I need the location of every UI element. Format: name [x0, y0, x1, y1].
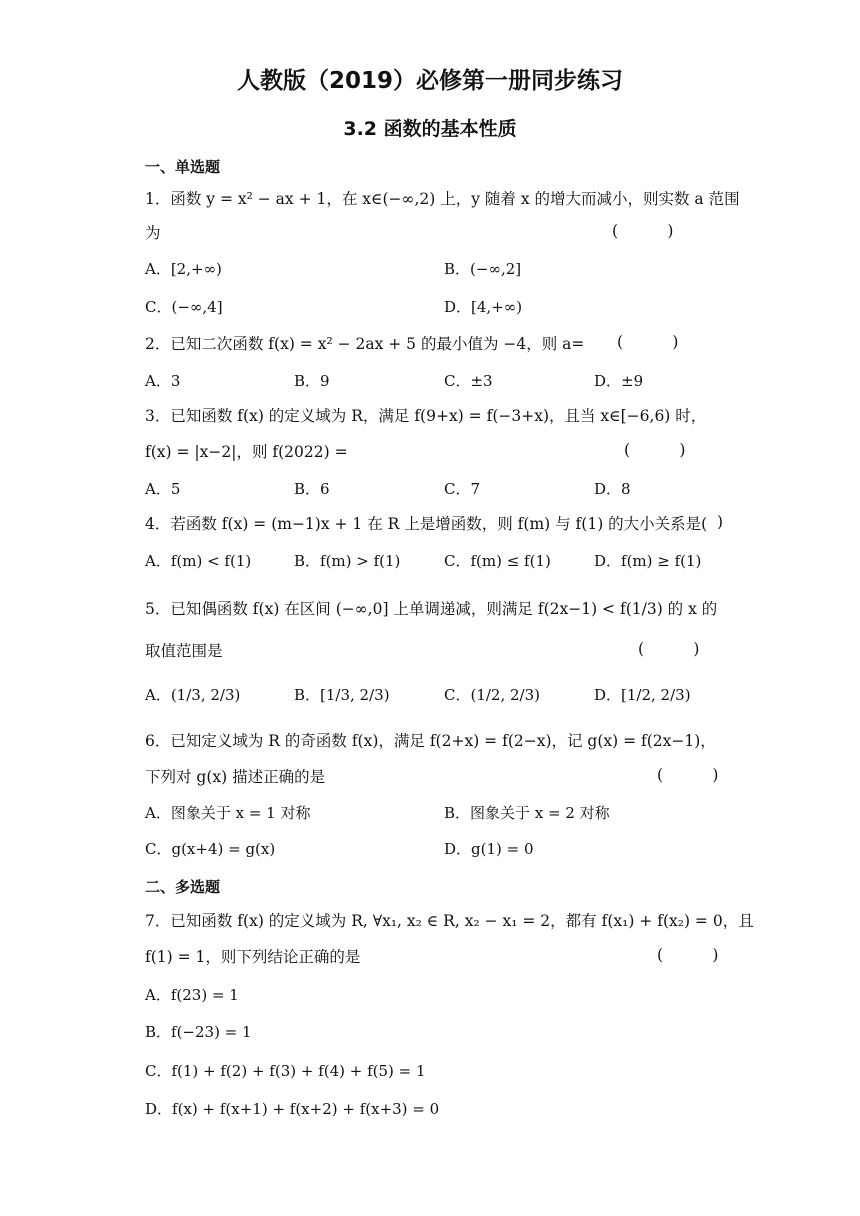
q6-line-2: 下列对 g(x) 描述正确的是 [145, 768, 326, 786]
q2-option-d: D．±9 [594, 372, 644, 390]
q2-line-1: 2．已知二次函数 f(x) = x² − 2ax + 5 的最小值为 −4，则 a= [145, 335, 585, 353]
q2-answer-paren: ( ) [617, 333, 679, 351]
q7-answer-paren: ( ) [657, 946, 719, 964]
q5-line-1: 5．已知偶函数 f(x) 在区间 (−∞,0] 上单调递减，则满足 f(2x−1) < f(1/3) 的 x 的 [145, 600, 718, 618]
q5-option-c: C．(1/2, 2/3) [444, 686, 540, 704]
q5-option-d: D．[1/2, 2/3) [594, 686, 691, 704]
q1-line-2: 为 [145, 224, 161, 242]
q4-line-1: 4．若函数 f(x) = (m−1)x + 1 在 R 上是增函数，则 f(m) 与 f(1) 的大小关系是( [145, 515, 708, 533]
q5-option-b: B．[1/3, 2/3) [294, 686, 390, 704]
q4-option-c: C．f(m) ≤ f(1) [444, 552, 551, 570]
q7-option-d: D．f(x) + f(x+1) + f(x+2) + f(x+3) = 0 [145, 1100, 440, 1118]
q5-option-a: A．(1/3, 2/3) [145, 686, 241, 704]
q1-line-1: 1．函数 y = x² − ax + 1，在 x∈(−∞,2) 上，y 随着 x 的增大而减小，则实数 a 范围 [145, 190, 740, 208]
document-title: 人教版（2019）必修第一册同步练习 [236, 68, 623, 94]
document-subtitle: 3.2 函数的基本性质 [343, 118, 517, 140]
q3-option-a: A．5 [145, 480, 181, 498]
q3-line-1: 3．已知函数 f(x) 的定义域为 R，满足 f(9+x) = f(−3+x)，且当 x∈[−6,6) 时， [145, 407, 707, 425]
q6-option-a: A．图象关于 x = 1 对称 [145, 804, 311, 822]
q6-option-d: D．g(1) = 0 [444, 840, 534, 858]
section-single-choice: 一、单选题 [145, 158, 221, 176]
q6-option-b: B．图象关于 x = 2 对称 [444, 804, 610, 822]
q7-line-1: 7．已知函数 f(x) 的定义域为 R, ∀x₁, x₂ ∈ R, x₂ − x₁ = 2，都有 f(x₁) + f(x₂) = 0，且 [145, 912, 754, 930]
q3-option-b: B．6 [294, 480, 330, 498]
q1-answer-paren: ( ) [612, 222, 674, 240]
q2-option-c: C．±3 [444, 372, 493, 390]
q5-line-2: 取值范围是 [145, 642, 223, 660]
q1-option-c: C．(−∞,4] [145, 298, 223, 316]
q7-option-a: A．f(23) = 1 [145, 986, 239, 1004]
q1-option-d: D．[4,+∞) [444, 298, 523, 316]
section-multiple-choice: 二、多选题 [145, 878, 221, 896]
q1-option-b: B．(−∞,2] [444, 260, 522, 278]
q6-option-c: C．g(x+4) = g(x) [145, 840, 276, 858]
q2-option-b: B．9 [294, 372, 330, 390]
q3-line-2: f(x) = |x−2|，则 f(2022) = [145, 443, 348, 461]
q5-answer-paren: ( ) [638, 640, 700, 658]
q1-option-a: A．[2,+∞) [145, 260, 222, 278]
q4-option-d: D．f(m) ≥ f(1) [594, 552, 702, 570]
q6-answer-paren: ( ) [657, 766, 719, 784]
q3-option-d: D．8 [594, 480, 631, 498]
q4-option-a: A．f(m) < f(1) [145, 552, 252, 570]
q6-line-1: 6．已知定义域为 R 的奇函数 f(x)，满足 f(2+x) = f(2−x)，记 g(x) = f(2x−1)， [145, 732, 716, 750]
q3-option-c: C．7 [444, 480, 481, 498]
q7-option-b: B．f(−23) = 1 [145, 1023, 252, 1041]
q3-answer-paren: ( ) [624, 441, 686, 459]
q4-option-b: B．f(m) > f(1) [294, 552, 401, 570]
q4-answer-paren-close: ) [717, 513, 724, 531]
q7-option-c: C．f(1) + f(2) + f(3) + f(4) + f(5) = 1 [145, 1062, 426, 1080]
q2-option-a: A．3 [145, 372, 181, 390]
q7-line-2: f(1) = 1，则下列结论正确的是 [145, 948, 361, 966]
